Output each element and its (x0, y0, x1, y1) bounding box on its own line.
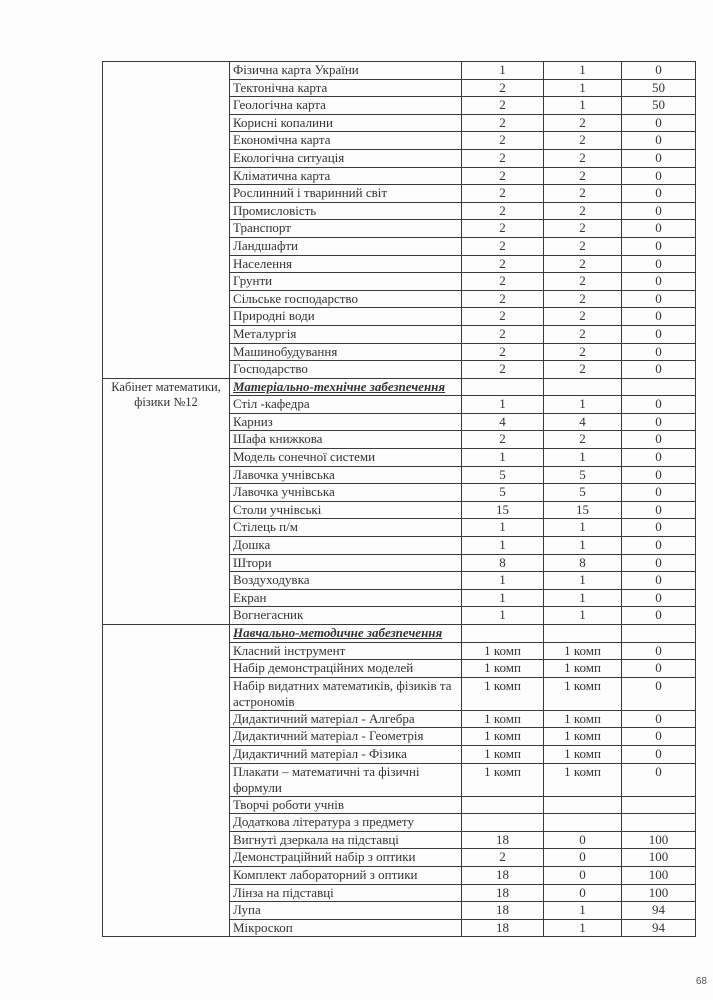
item-name-cell: Дошка (230, 537, 462, 555)
quantity-available-cell: 2 (544, 273, 622, 291)
item-name-cell: Лупа (230, 902, 462, 920)
item-name-cell: Екологічна ситуація (230, 149, 462, 167)
percent-needed-cell (622, 814, 696, 832)
item-name-cell: Природні води (230, 308, 462, 326)
item-name-cell: Геологічна карта (230, 97, 462, 115)
quantity-available-cell: 1 комп (544, 710, 622, 728)
percent-needed-cell: 100 (622, 849, 696, 867)
quantity-required-cell: 2 (462, 237, 544, 255)
quantity-required-cell: 2 (462, 325, 544, 343)
item-name-cell: Лавочка учнівська (230, 466, 462, 484)
section-title: Навчально-методичне забезпечення (230, 625, 462, 643)
percent-needed-cell: 0 (622, 308, 696, 326)
quantity-available-cell: 2 (544, 237, 622, 255)
percent-needed-cell: 50 (622, 97, 696, 115)
percent-needed-cell: 100 (622, 831, 696, 849)
item-name-cell: Економічна карта (230, 132, 462, 150)
quantity-available-cell: 2 (544, 149, 622, 167)
quantity-available-cell: 1 комп (544, 642, 622, 660)
quantity-available-cell: 5 (544, 466, 622, 484)
percent-needed-cell: 0 (622, 466, 696, 484)
quantity-available-cell: 2 (544, 431, 622, 449)
quantity-required-cell: 1 комп (462, 710, 544, 728)
inventory-table (102, 61, 696, 937)
quantity-available-cell (544, 378, 622, 396)
percent-needed-cell: 0 (622, 484, 696, 502)
quantity-required-cell: 18 (462, 831, 544, 849)
quantity-required-cell: 2 (462, 132, 544, 150)
percent-needed-cell: 0 (622, 62, 696, 80)
quantity-required-cell: 2 (462, 185, 544, 203)
quantity-required-cell: 1 (462, 449, 544, 467)
percent-needed-cell: 0 (622, 501, 696, 519)
quantity-required-cell: 1 (462, 589, 544, 607)
percent-needed-cell: 0 (622, 237, 696, 255)
item-name-cell: Мікроскоп (230, 919, 462, 937)
quantity-available-cell: 1 комп (544, 677, 622, 710)
percent-needed-cell (622, 796, 696, 814)
quantity-available-cell: 1 комп (544, 763, 622, 796)
quantity-available-cell: 1 (544, 519, 622, 537)
percent-needed-cell: 0 (622, 361, 696, 379)
percent-needed-cell: 0 (622, 642, 696, 660)
item-name-cell: Корисні копалини (230, 114, 462, 132)
percent-needed-cell: 0 (622, 763, 696, 796)
percent-needed-cell (622, 625, 696, 643)
item-name-cell: Стіл -кафедра (230, 396, 462, 414)
percent-needed-cell: 0 (622, 677, 696, 710)
quantity-required-cell: 2 (462, 79, 544, 97)
quantity-available-cell: 1 (544, 607, 622, 625)
quantity-available-cell (544, 796, 622, 814)
percent-needed-cell: 0 (622, 413, 696, 431)
quantity-available-cell: 1 комп (544, 745, 622, 763)
percent-needed-cell: 0 (622, 149, 696, 167)
quantity-required-cell: 1 комп (462, 745, 544, 763)
quantity-available-cell: 0 (544, 884, 622, 902)
quantity-available-cell: 2 (544, 361, 622, 379)
quantity-required-cell: 2 (462, 114, 544, 132)
quantity-required-cell: 2 (462, 308, 544, 326)
percent-needed-cell: 0 (622, 537, 696, 555)
item-name-cell: Лавочка учнівська (230, 484, 462, 502)
percent-needed-cell: 0 (622, 431, 696, 449)
item-name-cell: Фізична карта України (230, 62, 462, 80)
quantity-required-cell: 18 (462, 919, 544, 937)
quantity-required-cell: 1 комп (462, 642, 544, 660)
quantity-required-cell: 2 (462, 97, 544, 115)
percent-needed-cell: 0 (622, 325, 696, 343)
inventory-table-body (103, 62, 696, 937)
quantity-available-cell: 0 (544, 849, 622, 867)
quantity-required-cell: 1 комп (462, 728, 544, 746)
quantity-available-cell: 1 комп (544, 660, 622, 678)
item-name-cell: Рослинний і тваринний світ (230, 185, 462, 203)
item-name-cell: Штори (230, 554, 462, 572)
table-row (103, 62, 696, 80)
percent-needed-cell: 0 (622, 290, 696, 308)
quantity-required-cell: 1 комп (462, 763, 544, 796)
percent-needed-cell: 100 (622, 884, 696, 902)
percent-needed-cell: 0 (622, 607, 696, 625)
quantity-available-cell: 2 (544, 132, 622, 150)
quantity-required-cell: 2 (462, 255, 544, 273)
page-number: 68 (695, 976, 707, 987)
quantity-available-cell: 1 (544, 572, 622, 590)
quantity-available-cell: 1 (544, 62, 622, 80)
item-name-cell: Сільське господарство (230, 290, 462, 308)
quantity-required-cell: 4 (462, 413, 544, 431)
percent-needed-cell: 0 (622, 449, 696, 467)
quantity-required-cell: 2 (462, 273, 544, 291)
quantity-available-cell: 1 (544, 97, 622, 115)
item-name-cell: Модель сонечної системи (230, 449, 462, 467)
quantity-required-cell: 8 (462, 554, 544, 572)
item-name-cell: Класний інструмент (230, 642, 462, 660)
quantity-available-cell: 1 (544, 79, 622, 97)
item-name-cell: Комплект лабораторний з оптики (230, 866, 462, 884)
percent-needed-cell: 94 (622, 919, 696, 937)
item-name-cell: Дидактичний матеріал - Алгебра (230, 710, 462, 728)
item-name-cell: Ландшафти (230, 237, 462, 255)
quantity-required-cell: 2 (462, 220, 544, 238)
section-title: Матеріально-технічне забезпечення (230, 378, 462, 396)
quantity-required-cell: 1 (462, 519, 544, 537)
item-name-cell: Екран (230, 589, 462, 607)
quantity-available-cell: 15 (544, 501, 622, 519)
quantity-required-cell: 2 (462, 149, 544, 167)
item-name-cell: Металургія (230, 325, 462, 343)
item-name-cell: Карниз (230, 413, 462, 431)
quantity-required-cell: 2 (462, 431, 544, 449)
quantity-available-cell: 1 (544, 589, 622, 607)
percent-needed-cell: 0 (622, 343, 696, 361)
item-name-cell: Творчі роботи учнів (230, 796, 462, 814)
percent-needed-cell: 0 (622, 728, 696, 746)
quantity-available-cell (544, 814, 622, 832)
percent-needed-cell: 0 (622, 396, 696, 414)
quantity-required-cell: 5 (462, 484, 544, 502)
percent-needed-cell: 100 (622, 866, 696, 884)
percent-needed-cell: 0 (622, 255, 696, 273)
item-name-cell: Тектонічна карта (230, 79, 462, 97)
quantity-available-cell: 5 (544, 484, 622, 502)
quantity-required-cell (462, 796, 544, 814)
percent-needed-cell: 0 (622, 167, 696, 185)
item-name-cell: Господарство (230, 361, 462, 379)
item-name-cell: Демонстраційний набір з оптики (230, 849, 462, 867)
percent-needed-cell: 0 (622, 202, 696, 220)
percent-needed-cell: 0 (622, 132, 696, 150)
quantity-available-cell: 2 (544, 255, 622, 273)
item-name-cell: Набір демонстраційних моделей (230, 660, 462, 678)
percent-needed-cell: 0 (622, 220, 696, 238)
section-row (103, 625, 696, 643)
quantity-required-cell: 2 (462, 343, 544, 361)
quantity-available-cell: 2 (544, 185, 622, 203)
item-name-cell: Стілець п/м (230, 519, 462, 537)
quantity-required-cell: 2 (462, 202, 544, 220)
item-name-cell: Столи учнівські (230, 501, 462, 519)
quantity-required-cell: 1 (462, 396, 544, 414)
quantity-required-cell (462, 814, 544, 832)
item-name-cell: Грунти (230, 273, 462, 291)
percent-needed-cell: 0 (622, 745, 696, 763)
item-name-cell: Додаткова література з предмету (230, 814, 462, 832)
percent-needed-cell: 0 (622, 572, 696, 590)
quantity-required-cell: 1 (462, 62, 544, 80)
percent-needed-cell: 50 (622, 79, 696, 97)
quantity-required-cell (462, 378, 544, 396)
quantity-required-cell: 2 (462, 167, 544, 185)
quantity-required-cell: 15 (462, 501, 544, 519)
quantity-required-cell (462, 625, 544, 643)
quantity-available-cell: 1 (544, 396, 622, 414)
item-name-cell: Дидактичний матеріал - Фізика (230, 745, 462, 763)
percent-needed-cell: 0 (622, 114, 696, 132)
item-name-cell: Плакати – математичні та фізичні формули (230, 763, 462, 796)
section-row (103, 378, 696, 396)
quantity-required-cell: 1 (462, 572, 544, 590)
quantity-available-cell: 1 комп (544, 728, 622, 746)
percent-needed-cell: 0 (622, 185, 696, 203)
quantity-available-cell: 2 (544, 308, 622, 326)
percent-needed-cell: 0 (622, 273, 696, 291)
item-name-cell: Машинобудування (230, 343, 462, 361)
quantity-required-cell: 18 (462, 902, 544, 920)
quantity-available-cell: 2 (544, 343, 622, 361)
item-name-cell: Населення (230, 255, 462, 273)
quantity-required-cell: 1 (462, 537, 544, 555)
item-name-cell: Транспорт (230, 220, 462, 238)
percent-needed-cell: 0 (622, 710, 696, 728)
room-cell: Кабінет математики, фізики №12 (103, 378, 230, 624)
quantity-required-cell: 18 (462, 866, 544, 884)
item-name-cell: Лінза на підставці (230, 884, 462, 902)
percent-needed-cell: 0 (622, 519, 696, 537)
quantity-available-cell: 2 (544, 290, 622, 308)
item-name-cell: Промисловість (230, 202, 462, 220)
quantity-available-cell: 2 (544, 167, 622, 185)
quantity-available-cell: 1 (544, 537, 622, 555)
quantity-available-cell: 8 (544, 554, 622, 572)
quantity-required-cell: 1 (462, 607, 544, 625)
quantity-available-cell (544, 625, 622, 643)
item-name-cell: Шафа книжкова (230, 431, 462, 449)
quantity-available-cell: 0 (544, 831, 622, 849)
item-name-cell: Вигнуті дзеркала на підставці (230, 831, 462, 849)
quantity-available-cell: 2 (544, 325, 622, 343)
item-name-cell: Вогнегасник (230, 607, 462, 625)
room-cell (103, 62, 230, 379)
quantity-available-cell: 2 (544, 202, 622, 220)
percent-needed-cell (622, 378, 696, 396)
quantity-required-cell: 18 (462, 884, 544, 902)
quantity-available-cell: 4 (544, 413, 622, 431)
quantity-required-cell: 2 (462, 849, 544, 867)
item-name-cell: Набір видатних математиків, фізиків та астрономів (230, 677, 462, 710)
percent-needed-cell: 0 (622, 554, 696, 572)
quantity-required-cell: 1 комп (462, 660, 544, 678)
item-name-cell: Воздуходувка (230, 572, 462, 590)
percent-needed-cell: 94 (622, 902, 696, 920)
quantity-available-cell: 0 (544, 866, 622, 884)
room-cell (103, 625, 230, 937)
quantity-required-cell: 5 (462, 466, 544, 484)
quantity-available-cell: 1 (544, 919, 622, 937)
percent-needed-cell: 0 (622, 660, 696, 678)
quantity-available-cell: 2 (544, 114, 622, 132)
quantity-required-cell: 2 (462, 290, 544, 308)
quantity-available-cell: 2 (544, 220, 622, 238)
quantity-available-cell: 1 (544, 902, 622, 920)
percent-needed-cell: 0 (622, 589, 696, 607)
quantity-available-cell: 1 (544, 449, 622, 467)
quantity-required-cell: 2 (462, 361, 544, 379)
item-name-cell: Дидактичний матеріал - Геометрія (230, 728, 462, 746)
quantity-required-cell: 1 комп (462, 677, 544, 710)
item-name-cell: Кліматична карта (230, 167, 462, 185)
